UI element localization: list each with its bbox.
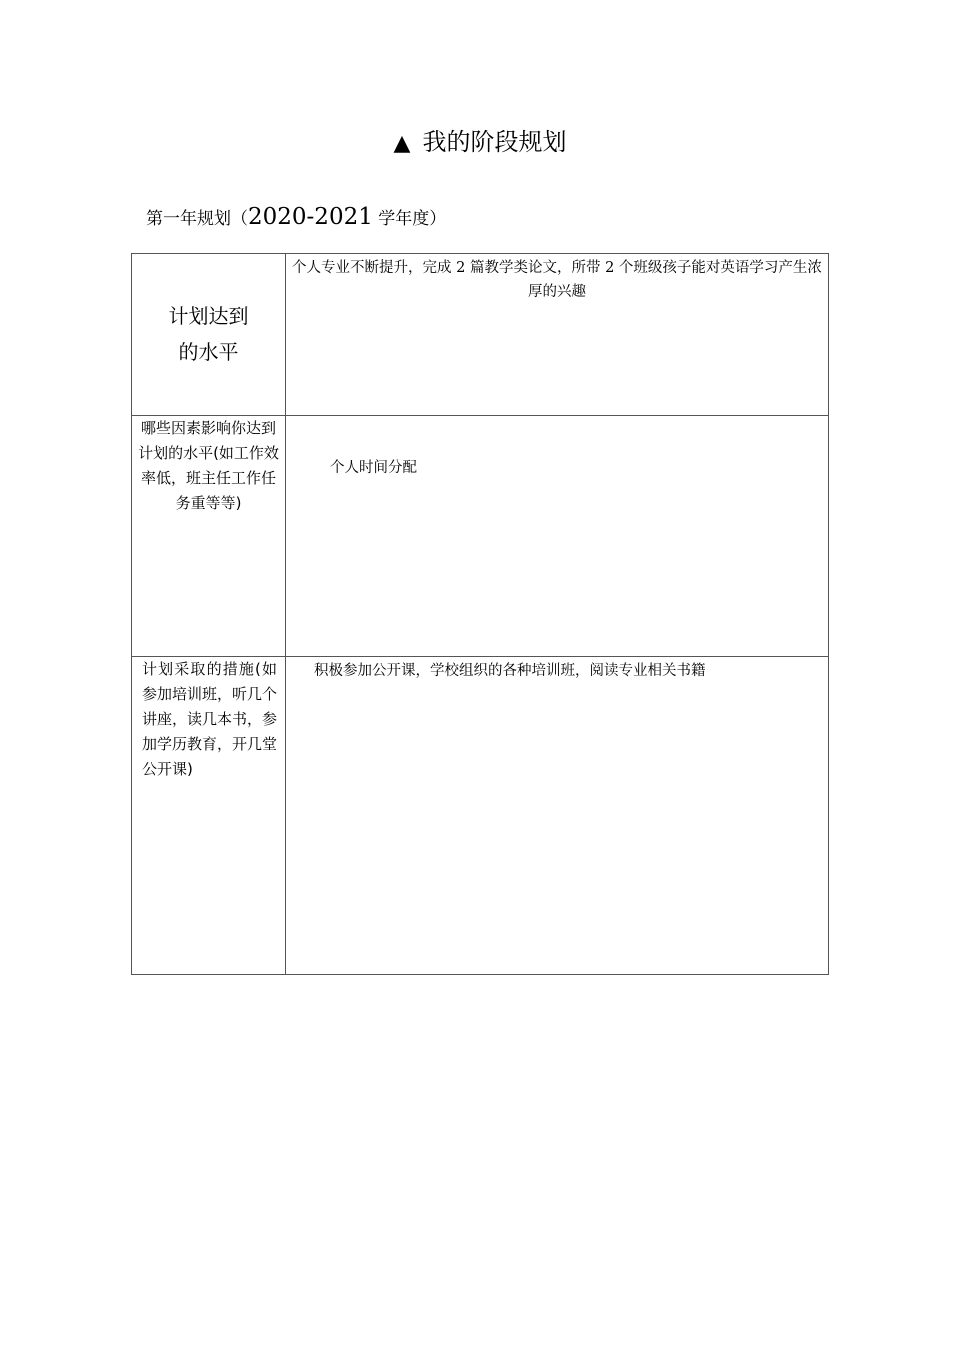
content-text: 个人专业不断提升，完成 2 篇教学类论文，所带 2 个班级孩子能对英语学习产生浓厚的兴趣 bbox=[292, 260, 822, 300]
label-text: 哪些因素影响你达到计划的水平(如工作效率低，班主任工作任务重等等) bbox=[138, 419, 279, 512]
row-content-target-level bbox=[286, 254, 829, 416]
label-line: 计划达到 bbox=[168, 304, 249, 328]
row-content-influencing-factors bbox=[286, 416, 829, 657]
content-text: 积极参加公开课，学校组织的各种培训班，阅读专业相关书籍 bbox=[314, 663, 706, 679]
row-content-measures bbox=[286, 657, 829, 975]
page-title bbox=[0, 124, 960, 162]
table-row bbox=[132, 657, 829, 975]
label-text: 计划采取的措施(如参加培训班，听几个讲座，读几本书，参加学历教育，开几堂公开课) bbox=[142, 660, 278, 778]
year-plan-heading bbox=[146, 200, 446, 236]
year-heading-suffix: 学年度） bbox=[372, 209, 447, 229]
year-heading-prefix: 第一年规划（ bbox=[146, 209, 248, 229]
table-row bbox=[132, 416, 829, 657]
row-label-influencing-factors bbox=[132, 416, 286, 657]
content-text: 个人时间分配 bbox=[330, 460, 417, 476]
page-title-text: 我的阶段规划 bbox=[422, 128, 567, 156]
plan-table bbox=[131, 253, 829, 975]
year-heading-years: 2020-2021 bbox=[248, 204, 373, 230]
label-line: 的水平 bbox=[178, 340, 239, 364]
table-row bbox=[132, 254, 829, 416]
row-label-measures bbox=[132, 657, 286, 975]
triangle-icon: ▲ bbox=[393, 131, 411, 156]
row-label-target-level bbox=[132, 254, 286, 416]
